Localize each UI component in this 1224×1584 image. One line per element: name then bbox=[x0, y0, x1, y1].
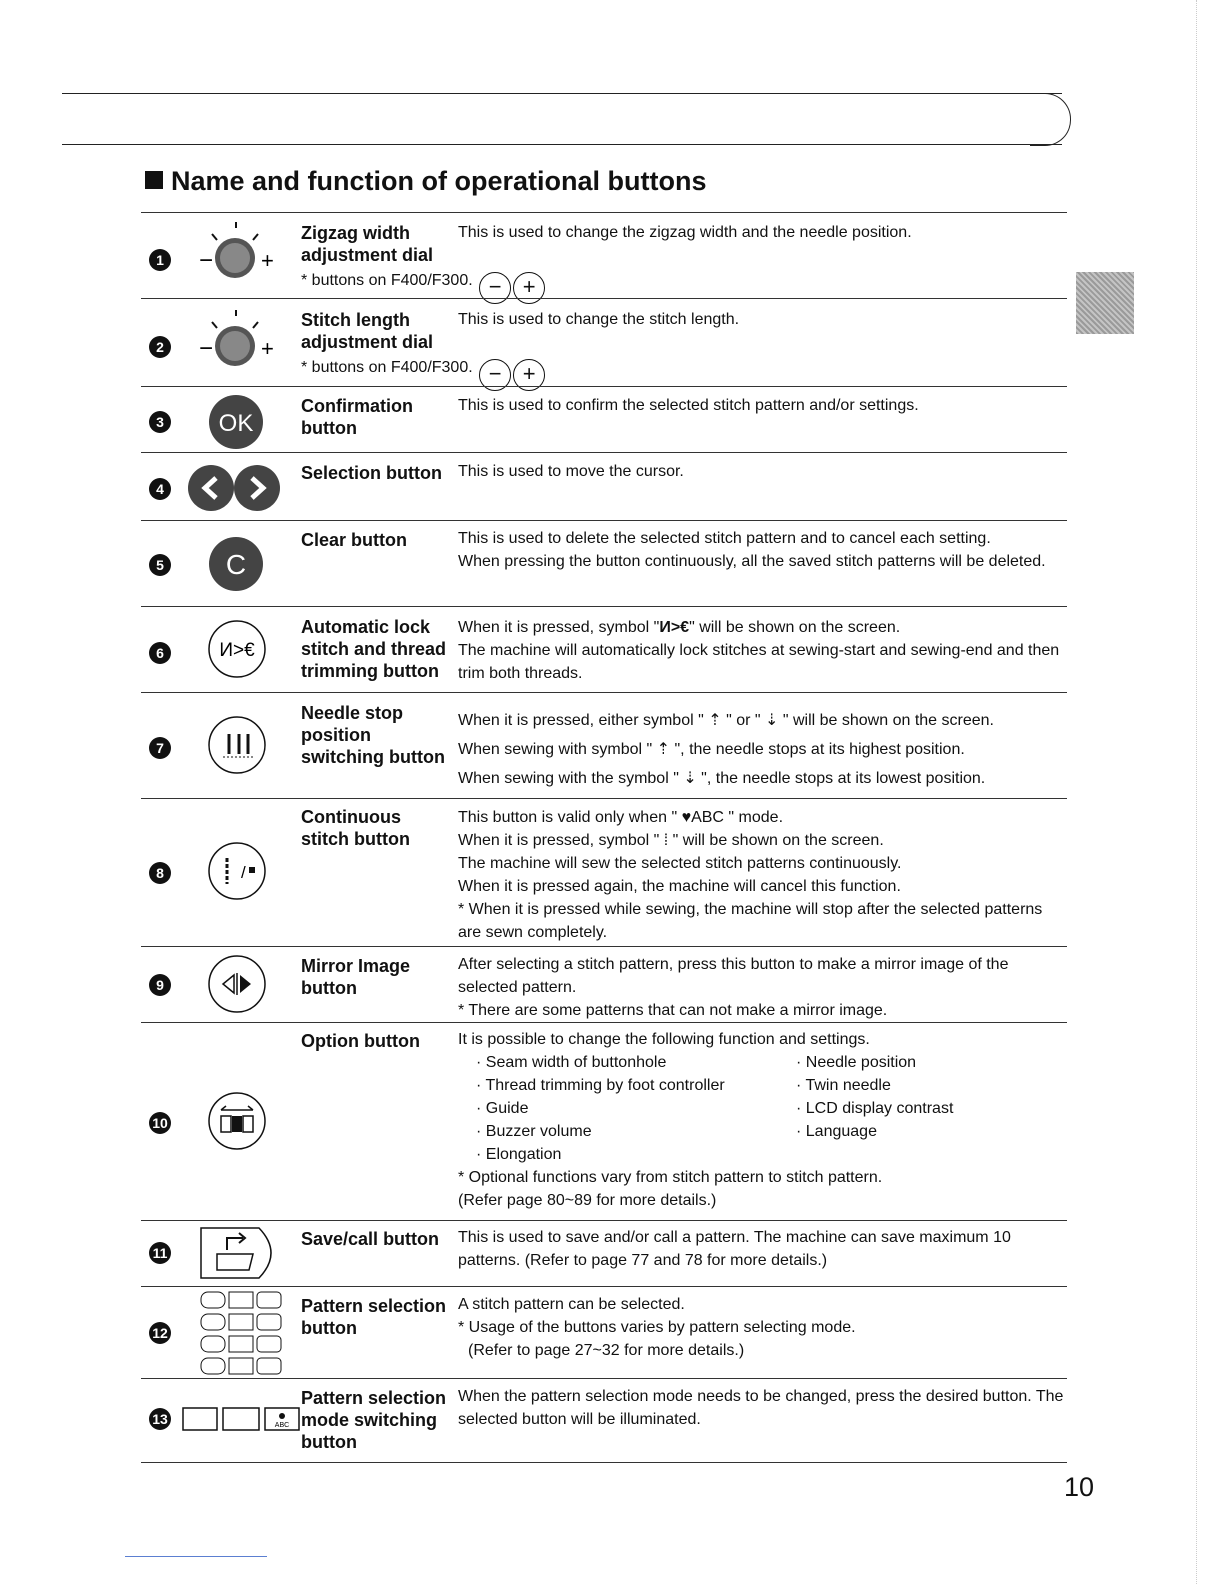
mirror-image-icon bbox=[207, 953, 271, 1017]
svg-text:−: − bbox=[199, 247, 214, 274]
item-number: 12 bbox=[149, 1322, 171, 1344]
row-option bbox=[141, 1022, 1067, 1220]
row-continuous-stitch bbox=[141, 798, 1067, 946]
item-number: 9 bbox=[149, 974, 171, 996]
item-number: 3 bbox=[149, 411, 171, 433]
row-zigzag-width bbox=[141, 212, 1067, 298]
button-description: This is used to change the zigzag width and the needle position. bbox=[458, 224, 912, 241]
pattern-keys-icon bbox=[197, 1290, 287, 1376]
row-stitch-length bbox=[141, 298, 1067, 386]
svg-text:−: − bbox=[199, 335, 214, 362]
dial-icon bbox=[201, 308, 291, 374]
row-selection bbox=[141, 452, 1067, 520]
plus-button-icon: + bbox=[513, 272, 545, 304]
row-confirmation bbox=[141, 386, 1067, 452]
option-item: · LCD display contrast bbox=[796, 1097, 1056, 1120]
option-item: · Buzzer volume bbox=[476, 1120, 796, 1143]
clear-label: C bbox=[225, 549, 247, 580]
button-name: Continuous stitch button bbox=[301, 807, 410, 849]
item-number: 6 bbox=[149, 642, 171, 664]
button-description: It is possible to change the following function and settings. · Seam width of buttonhole · Needle position · Thread trimming by foot controller · Twin needle · Guide · LCD display contrast · Buzzer volume · Language · Elongation * Optional functions vary from stitch pattern to stitch pattern. (Refer page 80~89 for more details.) bbox=[458, 1028, 1068, 1212]
button-name: Save/call button bbox=[301, 1229, 440, 1249]
left-right-arrow-icon bbox=[185, 458, 285, 518]
mode-keys-icon bbox=[181, 1406, 303, 1436]
button-description: This button is valid only when " ♥ABC " mode. When it is pressed, symbol " ⁞ " will be shown on the screen. The machine will sew the selected stitch patterns continuously. When it is pressed again, the machine will cancel this function. * When it is pressed while sewing, the machine will stop after the selected patterns are sewn completely. bbox=[458, 809, 1043, 941]
row-mirror-image bbox=[141, 946, 1067, 1022]
bullet-square-icon bbox=[145, 171, 163, 189]
item-number: 13 bbox=[149, 1408, 171, 1430]
abc-label: ABC bbox=[274, 1422, 290, 1429]
item-number: 8 bbox=[149, 862, 171, 884]
plus-button-icon: + bbox=[513, 359, 545, 391]
button-name: Needle stop position switching button bbox=[301, 703, 445, 767]
button-name: Stitch length adjustment dial bbox=[301, 310, 434, 352]
item-number: 11 bbox=[149, 1242, 171, 1264]
button-description: When it is pressed, either symbol " ⇡ " or " ⇣ " will be shown on the screen. When sewing with symbol " ⇡ ", the needle stops at its highest position. When sewing with the symbol " ⇣ ", the needle stops at its lowest position. bbox=[458, 712, 994, 787]
svg-text:+: + bbox=[261, 336, 274, 361]
button-description: This is used to change the stitch length. bbox=[458, 311, 740, 328]
button-description: A stitch pattern can be selected. * Usage of the buttons varies by pattern selecting mode. (Refer to page 27~32 for more details.) bbox=[458, 1296, 856, 1359]
page-number: 10 bbox=[1064, 1472, 1095, 1502]
option-item: · Seam width of buttonhole bbox=[476, 1051, 796, 1074]
row-save-call bbox=[141, 1220, 1067, 1286]
option-item: · Thread trimming by foot controller bbox=[476, 1074, 796, 1097]
button-description: When it is pressed, symbol "И>€" will be shown on the screen. The machine will automatically lock stitches at sewing-start and sewing-end and then trim both threads. bbox=[458, 619, 1060, 682]
ok-label: OK bbox=[218, 410, 254, 437]
row-mode-switching bbox=[141, 1378, 1067, 1462]
button-name: Clear button bbox=[301, 530, 407, 550]
button-description: When the pattern selection mode needs to be changed, press the desired button. The selected button will be illuminated. bbox=[458, 1388, 1064, 1428]
button-name: Zigzag width adjustment dial bbox=[301, 223, 434, 265]
item-number: 5 bbox=[149, 554, 171, 576]
button-note: * buttons on F400/F300. − + bbox=[301, 272, 545, 304]
button-note: * buttons on F400/F300. − + bbox=[301, 359, 545, 391]
chapter-tab bbox=[1076, 272, 1134, 334]
save-call-icon bbox=[197, 1224, 287, 1282]
ok-button-icon bbox=[201, 392, 281, 452]
dial-icon bbox=[201, 220, 291, 286]
button-description: This is used to save and/or call a pattern. The machine can save maximum 10 patterns. (Refer to page 77 and 78 for more details.) bbox=[458, 1229, 1011, 1269]
option-item: · Guide bbox=[476, 1097, 796, 1120]
button-name: Mirror Image button bbox=[301, 956, 411, 998]
page-edge bbox=[1196, 0, 1197, 1584]
button-name: Confirmation button bbox=[301, 396, 413, 438]
option-item: · Needle position bbox=[796, 1051, 1056, 1074]
button-name: Automatic lock stitch and thread trimming button bbox=[301, 617, 447, 681]
button-description: This is used to delete the selected stitch pattern and to cancel each setting. When pressing the button continuously, all the saved stitch patterns will be deleted. bbox=[458, 530, 1046, 570]
item-number: 1 bbox=[149, 249, 171, 271]
option-list bbox=[476, 1051, 1068, 1166]
button-description: After selecting a stitch pattern, press this button to make a mirror image of the selected pattern. * There are some patterns that can not make a mirror image. bbox=[458, 956, 1009, 1019]
minus-button-icon: − bbox=[479, 359, 511, 391]
footer-link-line bbox=[125, 1556, 267, 1557]
option-item: · Language bbox=[796, 1120, 1056, 1143]
item-number: 7 bbox=[149, 737, 171, 759]
row-divider bbox=[141, 1462, 1067, 1463]
option-item: · Elongation bbox=[476, 1143, 796, 1166]
row-auto-lock bbox=[141, 606, 1067, 692]
button-name: Selection button bbox=[301, 463, 442, 483]
button-name: Pattern selection mode switching button bbox=[301, 1388, 447, 1452]
svg-text:+: + bbox=[261, 248, 274, 273]
header-rule-bottom bbox=[62, 144, 1062, 145]
c-button-icon bbox=[201, 534, 281, 594]
item-number: 4 bbox=[149, 478, 171, 500]
row-needle-stop bbox=[141, 692, 1067, 798]
header-rule-top bbox=[62, 93, 1062, 94]
section-title: Name and function of operational buttons bbox=[145, 166, 707, 197]
button-name: Pattern selection button bbox=[301, 1296, 447, 1338]
item-number: 10 bbox=[149, 1112, 171, 1134]
header-bracket bbox=[1030, 93, 1071, 146]
button-description: This is used to move the cursor. bbox=[458, 463, 684, 480]
button-name: Option button bbox=[301, 1031, 420, 1051]
continuous-stitch-icon bbox=[207, 840, 271, 904]
row-clear bbox=[141, 520, 1067, 606]
option-icon bbox=[207, 1090, 271, 1154]
item-number: 2 bbox=[149, 336, 171, 358]
lock-trim-symbol: И>€ bbox=[219, 640, 255, 661]
svg-text:/: / bbox=[241, 863, 246, 882]
button-description: This is used to confirm the selected stitch pattern and/or settings. bbox=[458, 397, 919, 414]
lock-trim-inline-icon: И>€ bbox=[659, 619, 690, 636]
minus-button-icon: − bbox=[479, 272, 511, 304]
option-item: · Twin needle bbox=[796, 1074, 1056, 1097]
lock-trim-icon bbox=[207, 618, 271, 682]
needle-stop-icon bbox=[207, 714, 271, 778]
row-pattern-selection bbox=[141, 1286, 1067, 1378]
